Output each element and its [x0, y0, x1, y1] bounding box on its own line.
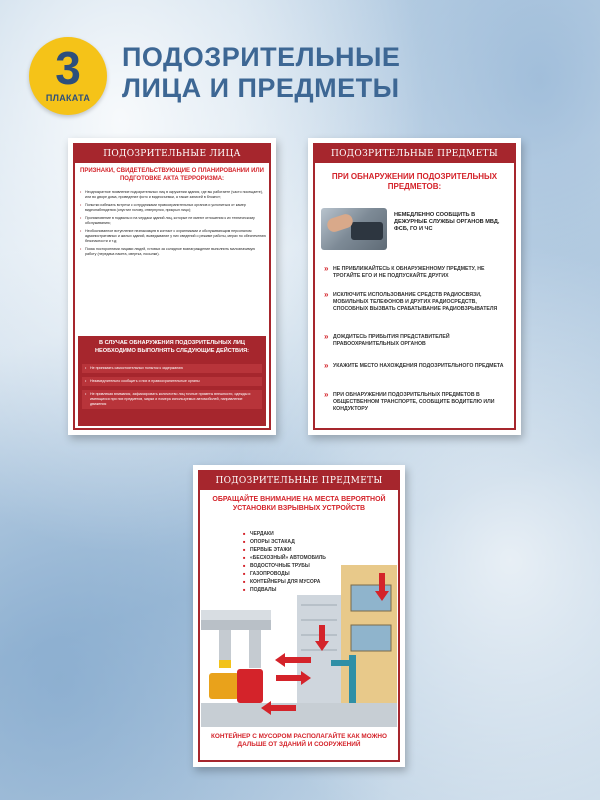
trash-container — [209, 673, 239, 699]
list-item: • Попытки избежать встречи с сотрудниками правоохранительных органов и уклониться от камер видеонаблюдения (опустил голову, отвернулся, прикрыл лицо); — [80, 203, 266, 213]
list-item: » НЕ ПРИБЛИЖАЙТЕСЬ К ОБНАРУЖЕННОМУ ПРЕДМЕТУ, НЕ ТРОГАЙТЕ ЕГО И НЕ ПОДПУСКАЙТЕ ДРУГИХ — [324, 266, 509, 280]
phone-call-image — [321, 208, 387, 250]
poster-title: ПОДОЗРИТЕЛЬНЫЕ ЛИЦА — [75, 145, 269, 163]
list-item: » ИСКЛЮЧИТЕ ИСПОЛЬЗОВАНИЕ СРЕДСТВ РАДИОСВЯЗИ, МОБИЛЬНЫХ ТЕЛЕФОНОВ И ДРУГИХ РАДИОСРЕДСТВ, СПОСОБНЫХ ВЫЗВАТЬ СРАБАТЫВАНИЕ РАДИОВЗРЫВАТЕЛЯ — [324, 292, 509, 313]
action-item: • Не принимать самостоятельных попыток к задержанию — [82, 364, 262, 373]
badge-label: ПЛАКАТА — [45, 93, 91, 103]
list-item: • Неоднократное появление подозрительных лиц в окружении здания, где вы работаете (часто посещаете), или во дворе дома, проведение фото и видеосъемки, а также записей в блокнот; — [80, 190, 266, 200]
list-item: ■ КОНТЕЙНЕРЫ ДЛЯ МУСОРА — [243, 578, 326, 586]
list-item: » УКАЖИТЕ МЕСТО НАХОЖДЕНИЯ ПОДОЗРИТЕЛЬНОГО ПРЕДМЕТА — [324, 363, 509, 370]
page-title-line-1: ПОДОЗРИТЕЛЬНЫЕ — [122, 42, 401, 72]
poster-title: ПОДОЗРИТЕЛЬНЫЕ ПРЕДМЕТЫ — [315, 145, 514, 163]
poster-count-badge — [29, 37, 107, 115]
poster-suspicious-objects — [308, 138, 521, 435]
list-item: ■ ЧЕРДАКИ — [243, 530, 326, 538]
poster-explosive-locations — [193, 465, 405, 767]
list-item: » ПРИ ОБНАРУЖЕНИИ ПОДОЗРИТЕЛЬНЫХ ПРЕДМЕТОВ В ОБЩЕСТВЕННОМ ТРАНСПОРТЕ, СООБЩИТЕ ВОДИТЕЛЮ ИЛИ КОНДУКТОРУ — [324, 392, 509, 413]
poster-subtitle: ПРИЗНАКИ, СВИДЕТЕЛЬСТВУЮЩИЕ О ПЛАНИРОВАНИИ ИЛИ ПОДГОТОВКЕ АКТА ТЕРРОРИЗМА: — [80, 168, 264, 182]
page-title-line-2: ЛИЦА И ПРЕДМЕТЫ — [122, 73, 400, 103]
list-item: ■ ГАЗОПРОВОДЫ — [243, 570, 326, 578]
list-item: ■ ВОДОСТОЧНЫЕ ТРУБЫ — [243, 562, 326, 570]
poster-subtitle: ПРИ ОБНАРУЖЕНИИ ПОДОЗРИТЕЛЬНЫХ ПРЕДМЕТОВ: — [331, 172, 498, 191]
actions-box-title: В СЛУЧАЕ ОБНАРУЖЕНИЯ ПОДОЗРИТЕЛЬНЫХ ЛИЦ НЕОБХОДИМО ВЫПОЛНЯТЬ СЛЕДУЮЩИЕ ДЕЙСТВИЯ: — [94, 340, 250, 354]
building-window — [351, 625, 391, 651]
poster-footer: КОНТЕЙНЕР С МУСОРОМ РАСПОЛАГАЙТЕ КАК МОЖНО ДАЛЬШЕ ОТ ЗДАНИЙ И СООРУЖЕНИЙ — [211, 733, 387, 748]
list-item: ■ ПОДВАЛЫ — [243, 586, 326, 594]
list-item: • Необоснованное вступление незнакомцев в контакт с охранниками и обслуживающим персоналом административных и жилых зданий, выведывание у них сведений о режиме работы, мерах по обеспечению безопасности и т.д; — [80, 229, 266, 244]
phone-icon — [351, 222, 383, 240]
overpass-pillar — [249, 630, 261, 668]
list-item: ■ «БЕСХОЗНЫЙ» АВТОМОБИЛЬ — [243, 554, 326, 562]
action-item: • Не привлекая внимания, зафиксировать количество лиц точные приметы внешности, одежды и имеющихся при них предметов, марки и номера используемых автомобилей, направление движения — [82, 390, 262, 409]
list-item: » ДОЖДИТЕСЬ ПРИБЫТИЯ ПРЕДСТАВИТЕЛЕЙ ПРАВООХРАНИТЕЛЬНЫХ ОРГАНОВ — [324, 334, 509, 348]
garbage-truck — [237, 669, 263, 703]
list-item: • Поиск посторонними лицами людей, готовых за солидное вознаграждение выполнить малозначимую работу (передача пакета, свертка, посылки). — [80, 247, 266, 257]
page-title — [122, 42, 452, 104]
call-services-text: НЕМЕДЛЕННО СООБЩИТЬ В ДЕЖУРНЫЕ СЛУЖБЫ ОРГАНОВ МВД, ФСБ, ГО И ЧС — [394, 212, 500, 233]
drainpipe-elbow — [331, 660, 356, 666]
signs-list — [80, 190, 266, 260]
locations-list — [243, 530, 326, 594]
action-item: • Незамедлительно сообщить о них в правоохранительные органы — [82, 377, 262, 386]
list-item: ■ ПЕРВЫЕ ЭТАЖИ — [243, 546, 326, 554]
poster-title: ПОДОЗРИТЕЛЬНЫЕ ПРЕДМЕТЫ — [200, 472, 398, 490]
list-item: • Проникновение в подвалы и на чердаки зданий лиц, которые не имеют отношения к их техническому обслуживанию; — [80, 216, 266, 226]
road — [201, 703, 397, 727]
actions-box — [78, 336, 266, 426]
list-item: ■ ОПОРЫ ЭСТАКАД — [243, 538, 326, 546]
poster-suspicious-persons — [68, 138, 276, 435]
badge-number: 3 — [55, 42, 81, 94]
poster-subtitle: ОБРАЩАЙТЕ ВНИМАНИЕ НА МЕСТА ВЕРОЯТНОЙ УСТАНОВКИ ВЗРЫВНЫХ УСТРОЙСТВ — [212, 496, 386, 512]
overpass-deck — [201, 620, 271, 630]
